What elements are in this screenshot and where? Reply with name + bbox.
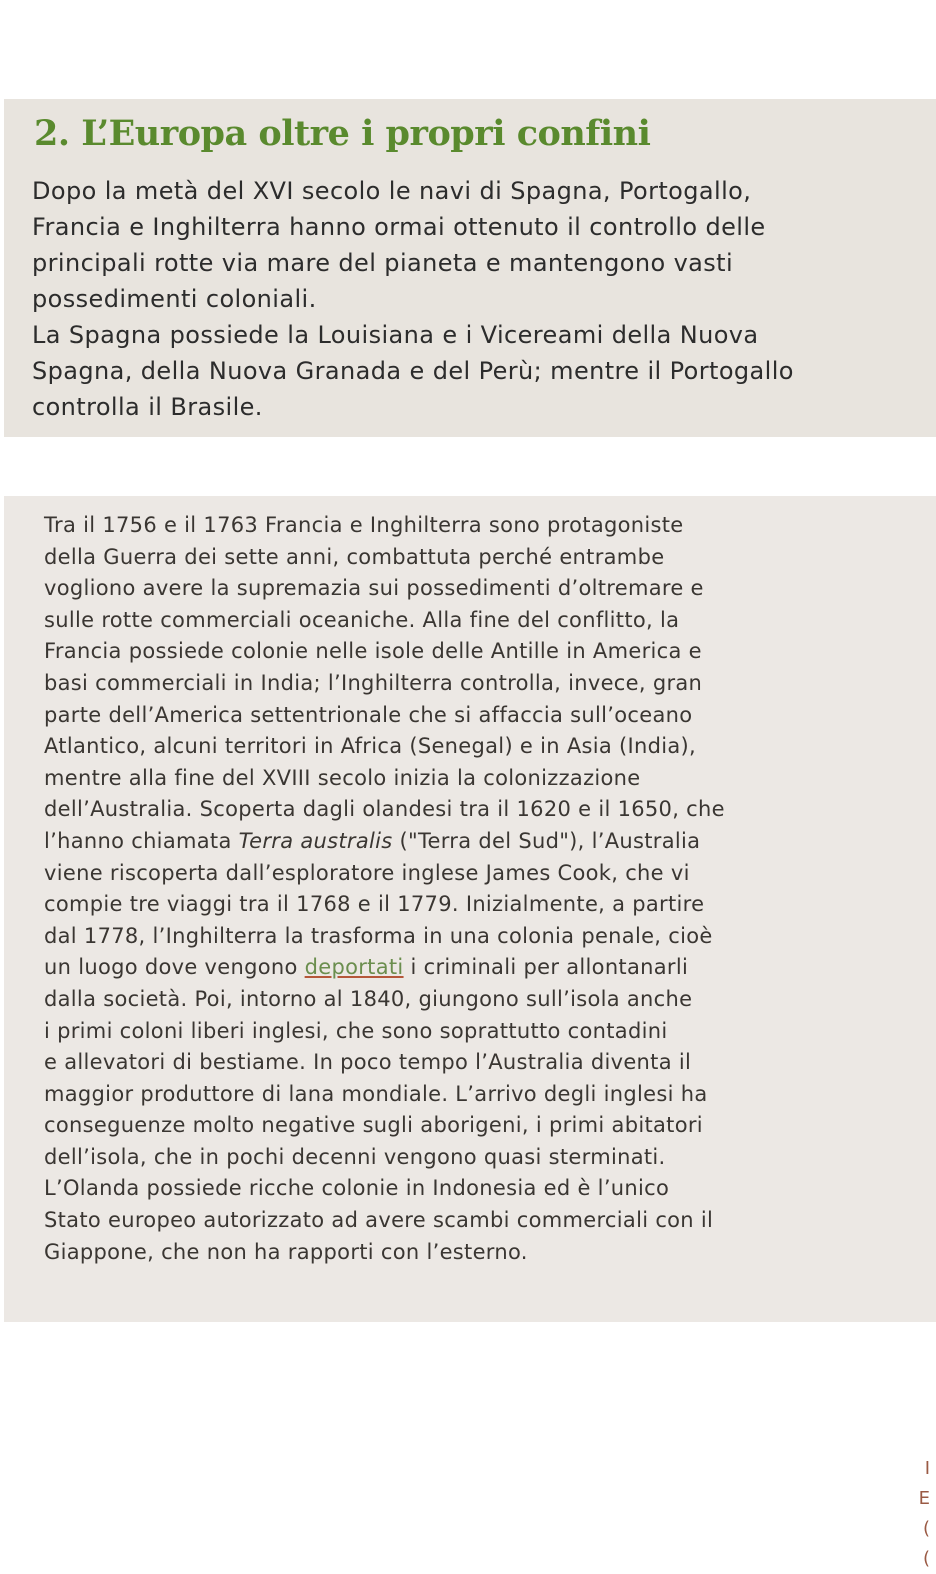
text-line: dell’Australia. Scoperta dagli olandesi tra il 1620 e il 1650, che (44, 797, 725, 822)
text-line: dal 1778, l’Inghilterra la trasforma in una colonia penale, cioè (44, 923, 713, 948)
margin-glyph: I (924, 1458, 930, 1479)
margin-glyph: E (918, 1488, 930, 1509)
text-line: Stato europeo autorizzato ad avere scambi commerciali con il (44, 1208, 714, 1233)
text-line: conseguenze molto negative sugli aborigeni, i primi abitatori (44, 1113, 703, 1138)
text-line: compie tre viaggi tra il 1768 e il 1779. Inizialmente, a partire (44, 892, 705, 917)
text-line: parte dell’America settentrionale che si affaccia sull’oceano (44, 702, 693, 727)
margin-glyphs (919, 1454, 930, 1574)
text-line: possedimenti coloniali. (32, 285, 317, 313)
margin-glyph: ( (922, 1548, 930, 1569)
text-line: Atlantico, alcuni territori in Africa (Senegal) e in Asia (India), (44, 734, 697, 759)
margin-glyph: ( (922, 1518, 930, 1539)
text-line: dell’isola, che in pochi decenni vengono quasi sterminati. (44, 1144, 666, 1169)
text-line: dalla società. Poi, intorno al 1840, giungono sull’isola anche (44, 986, 693, 1011)
text-line: basi commerciali in India; l’Inghilterra controlla, invece, gran (44, 670, 703, 695)
text-line: Francia possiede colonie nelle isole delle Antille in America e (44, 639, 702, 664)
text-line: Dopo la metà del XVI secolo le navi di Spagna, Portogallo, (32, 177, 752, 205)
text-line: vogliono avere la supremazia sui possedimenti d’oltremare e (44, 576, 704, 601)
text-line: sulle rotte commerciali oceaniche. Alla fine del conflitto, la (44, 607, 680, 632)
text-line: maggior produttore di lana mondiale. L’arrivo degli inglesi ha (44, 1081, 708, 1106)
excerpt-paragraph (44, 510, 936, 1268)
text-line: Tra il 1756 e il 1763 Francia e Inghilterra sono protagoniste (44, 513, 684, 537)
text-line: Giappone, che non ha rapporti con l’esterno. (44, 1239, 528, 1264)
text-line: e allevatori di bestiame. In poco tempo l’Australia diventa il (44, 1050, 692, 1075)
text-line: della Guerra dei sette anni, combattuta perché entrambe (44, 544, 665, 569)
text-line: Francia e Inghilterra hanno ormai ottenuto il controllo delle (32, 213, 766, 241)
text-line: l’hanno chiamata Terra australis ("Terra del Sud"), l’Australia (44, 828, 701, 853)
text-line: controlla il Brasile. (32, 393, 263, 421)
text-line: L’Olanda possiede ricche colonie in Indonesia ed è l’unico (44, 1176, 670, 1201)
section-title: 2. L’Europa oltre i propri confini (34, 113, 651, 154)
text-line: i primi coloni liberi inglesi, che sono soprattutto contadini (44, 1018, 668, 1043)
intro-paragraph (32, 173, 936, 425)
text-line: mentre alla fine del XVIII secolo inizia la colonizzazione (44, 765, 641, 790)
excerpt-panel (4, 496, 936, 1569)
text-line: Spagna, della Nuova Granada e del Perù; mentre il Portogallo (32, 357, 794, 385)
text-line: principali rotte via mare del pianeta e mantengono vasti (32, 249, 734, 277)
text-line: un luogo dove vengono deportati i criminali per allontanarli (44, 955, 689, 980)
text-line: La Spagna possiede la Louisiana e i Vicereami della Nuova (32, 321, 759, 349)
text-line: viene riscoperta dall’esploratore inglese James Cook, che vi (44, 860, 690, 885)
section-panel (4, 99, 936, 437)
